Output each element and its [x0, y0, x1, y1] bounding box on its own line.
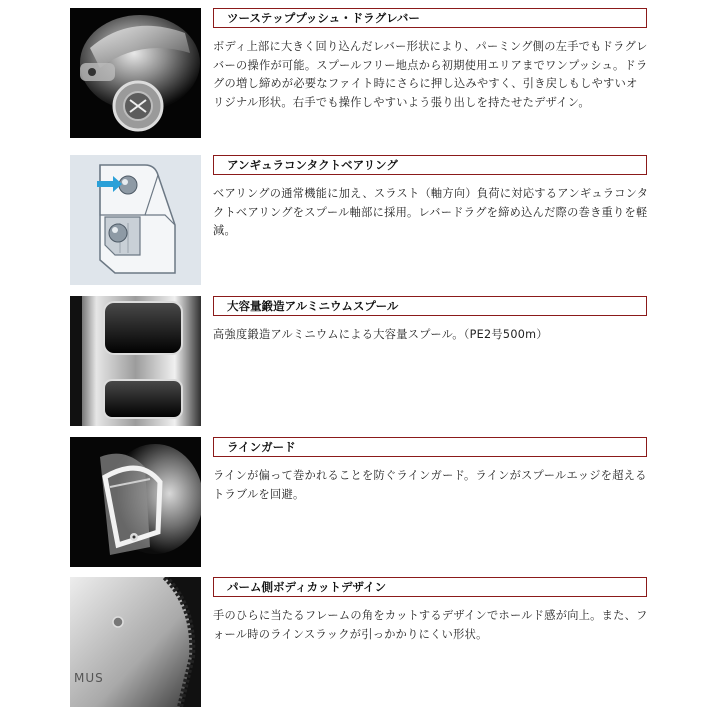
feature-description: 高強度鍛造アルミニウムによる大容量スプール。（PE2号500m） — [213, 328, 548, 341]
feature-spool — [70, 296, 650, 426]
feature-description: 手のひらに当たるフレームの角をカットするデザインでホールド感が向上。また、フォール時のラインスラックが引っかかりにくい形状。 — [213, 609, 648, 641]
feature-title: ツーステッププッシュ・ドラグレバー — [227, 11, 420, 25]
feature-title: パーム側ボディカットデザイン — [227, 580, 387, 594]
drag-lever-photo-icon — [70, 8, 201, 138]
body-cut-photo — [70, 577, 201, 707]
feature-description: ラインが偏って巻かれることを防ぐラインガード。ラインがスプールエッジを超えるトラブルを回避。 — [213, 469, 647, 501]
spool-photo — [70, 296, 201, 426]
drag-lever-photo — [70, 8, 201, 138]
bearing-diagram — [70, 155, 201, 285]
feature-title: 大容量鍛造アルミニウムスプール — [227, 299, 399, 313]
feature-title-box — [213, 577, 647, 597]
feature-drag-lever — [70, 8, 650, 138]
feature-description: ベアリングの通常機能に加え、スラスト（軸方向）負荷に対応するアンギュラコンタクトベアリングをスプール軸部に採用。レバードラグを締め込んだ際の巻き重りを軽減。 — [213, 187, 649, 237]
feature-title: アンギュラコンタクトベアリング — [227, 158, 398, 172]
logo-text: MUS — [74, 671, 104, 685]
feature-title-box — [213, 8, 647, 28]
line-guard-photo-icon — [70, 437, 201, 567]
feature-line-guard — [70, 437, 650, 567]
feature-title-box — [213, 437, 647, 457]
spool-photo-icon — [70, 296, 201, 426]
body-cut-photo-icon — [70, 577, 201, 707]
feature-title: ラインガード — [227, 440, 296, 454]
feature-title-box — [213, 296, 647, 316]
feature-angular-bearing — [70, 155, 650, 285]
bearing-diagram-icon — [70, 155, 201, 285]
feature-body-cut — [70, 577, 650, 707]
line-guard-photo — [70, 437, 201, 567]
feature-title-box — [213, 155, 647, 175]
feature-description: ボディ上部に大きく回り込んだレバー形状により、パーミング側の左手でもドラグレバーの操作が可能。スプールフリー地点から初期使用エリアまでワンプッシュ。ドラグの増し締めが必要なファイト時にさらに押し込みやすく、引き戻しもしやすいオリジナル形状。右手でも操作しやすいよう張り出しを持たせたデザイン。 — [213, 40, 648, 109]
